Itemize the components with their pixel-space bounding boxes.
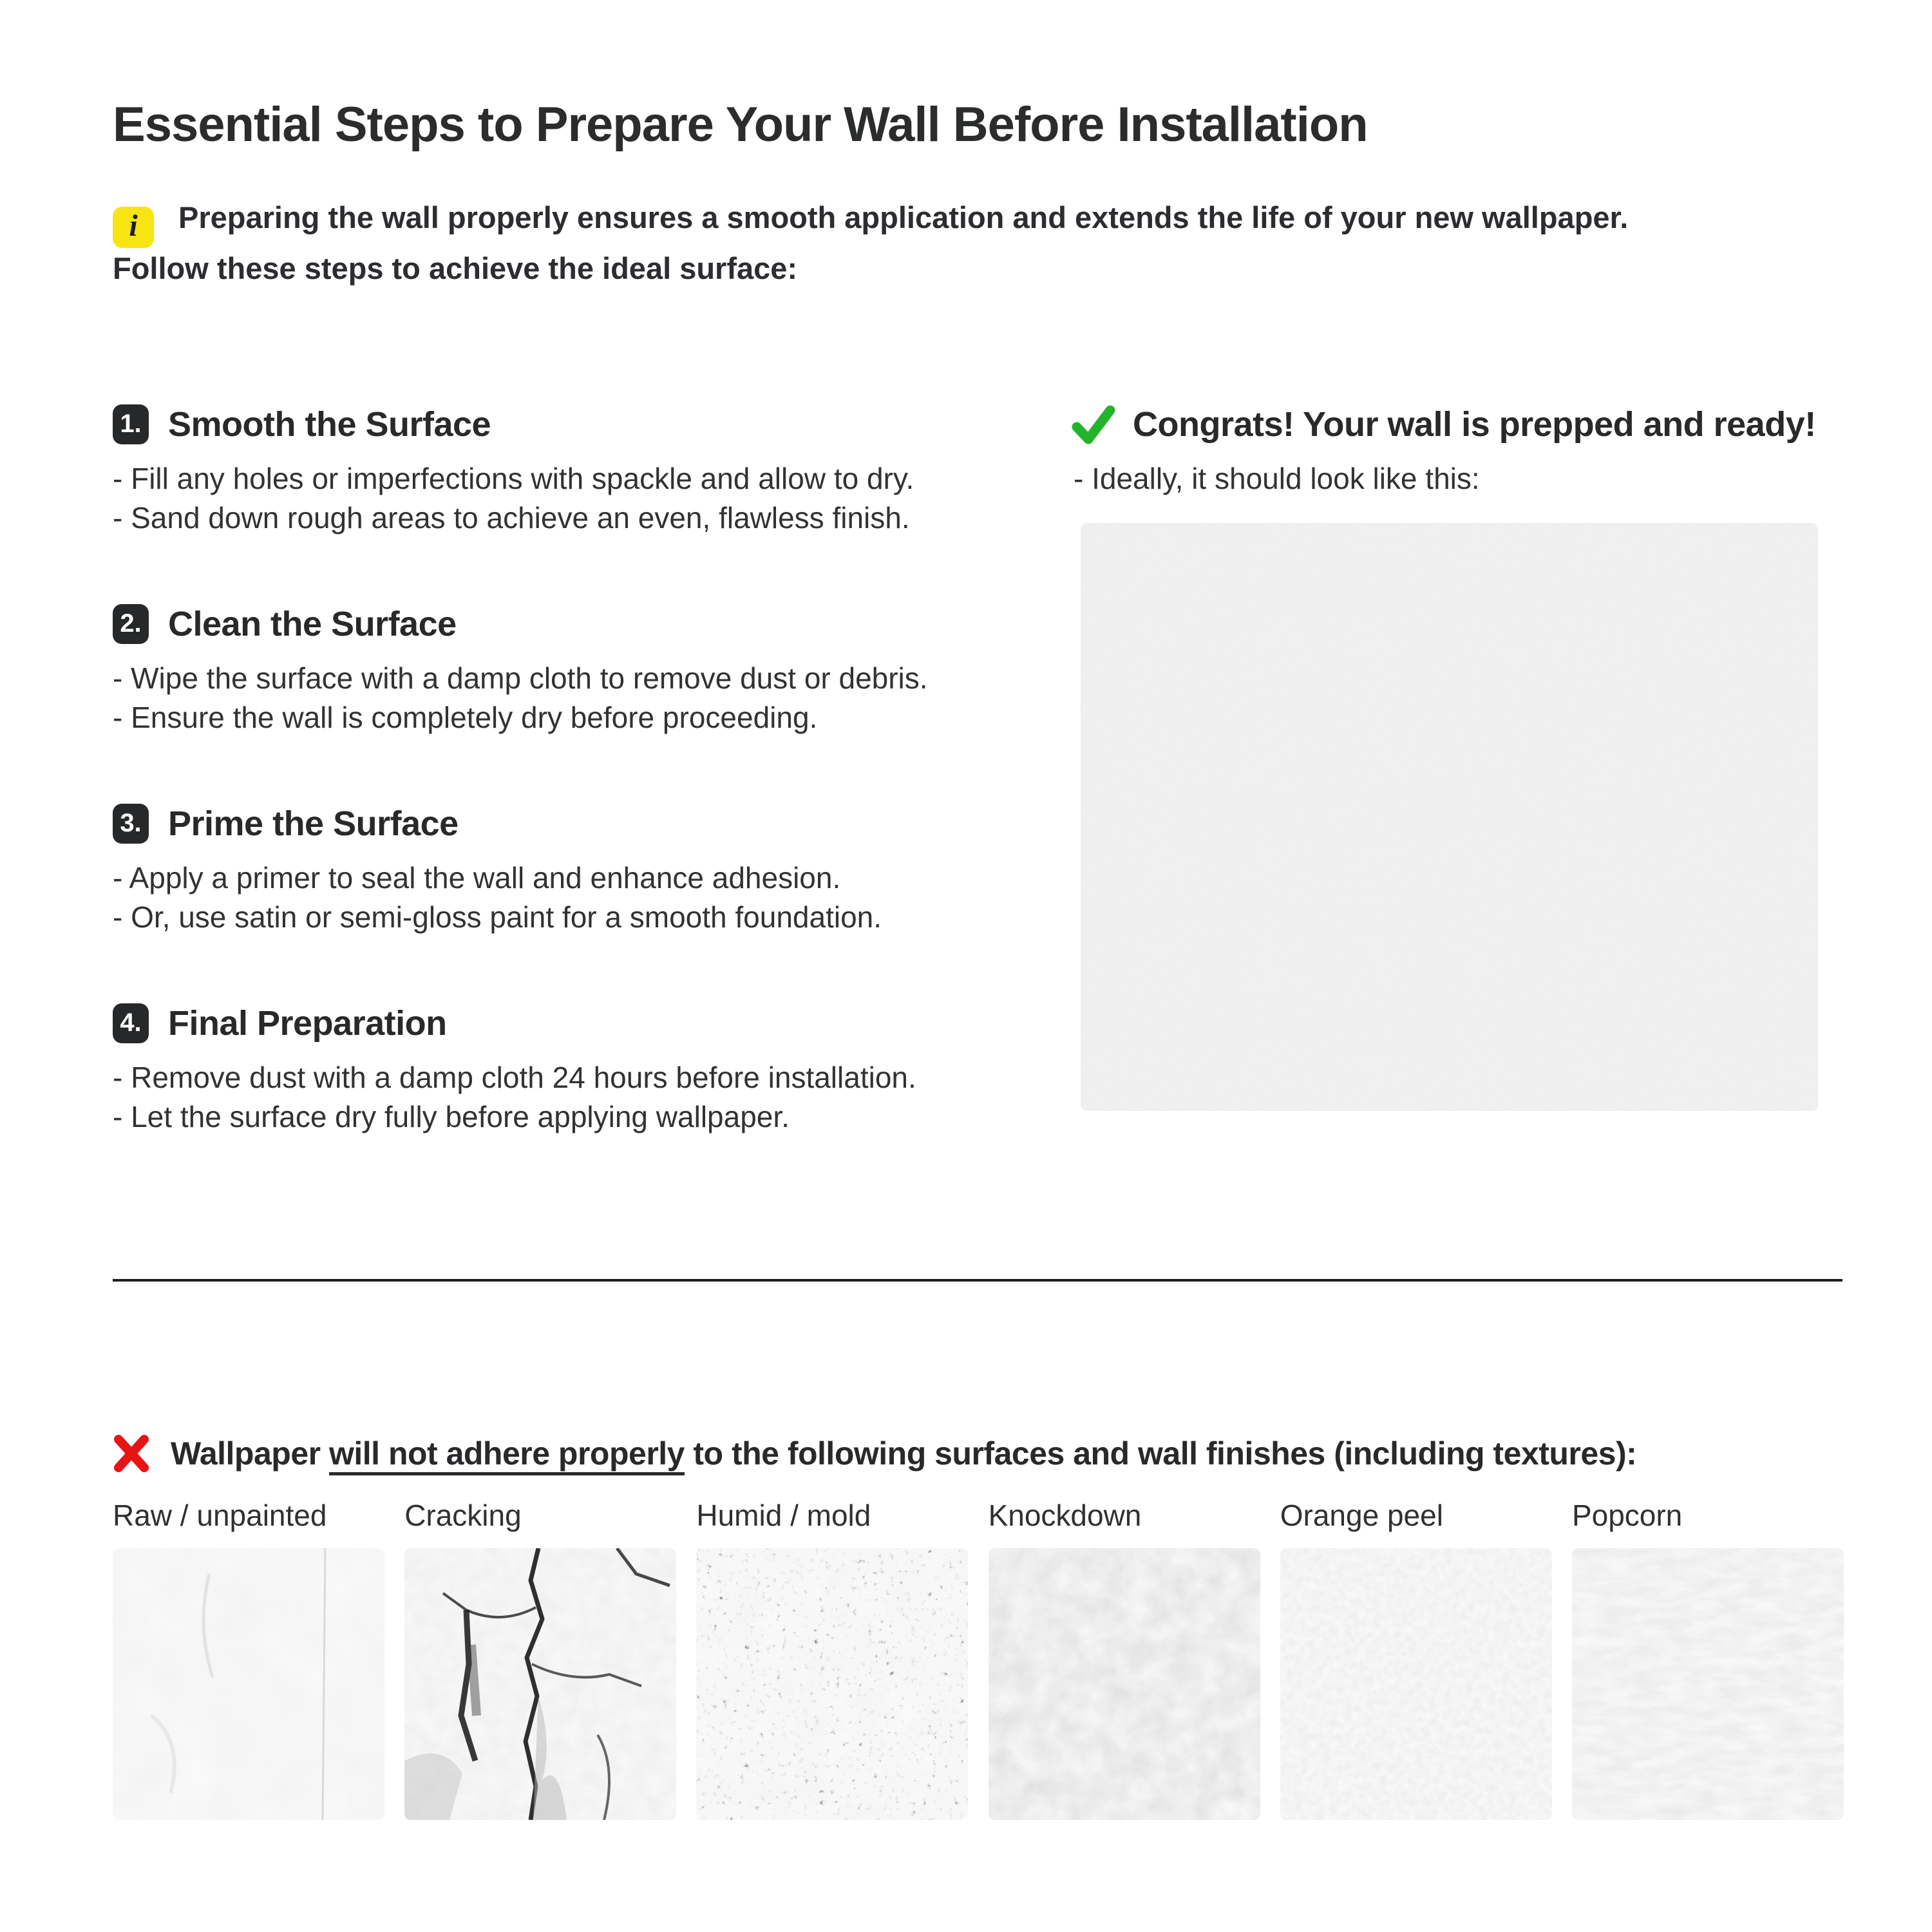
step-2-header: [113, 603, 1066, 645]
texture-image-orange-peel: [1280, 1548, 1552, 1820]
surface-cracking: [404, 1498, 676, 1820]
texture-image-raw-unpainted: [113, 1548, 384, 1820]
page-title: Essential Steps to Prepare Your Wall Before Installation: [113, 97, 1368, 152]
info-icon: [113, 207, 154, 248]
step-3-bullet-1: - Apply a primer to seal the wall and enhance adhesion.: [113, 861, 841, 895]
surface-label-cracking: Cracking: [404, 1499, 522, 1532]
intro-line-1: [113, 197, 1864, 248]
step-1-header: [113, 404, 1066, 445]
warning-underlined: will not adhere properly: [328, 1435, 685, 1472]
step-3-number-badge: [113, 804, 149, 844]
step-3-header: [113, 803, 1066, 844]
step-2-number-badge: [113, 604, 149, 644]
step-2-title: Clean the Surface: [168, 605, 457, 643]
intro-paragraph: [113, 197, 1864, 289]
surface-label-knockdown: Knockdown: [988, 1499, 1142, 1532]
success-bullet: - Ideally, it should look like this:: [1074, 462, 1480, 495]
step-3-title: Prime the Surface: [168, 804, 459, 843]
section-divider: [113, 1279, 1842, 1282]
step-2-bullet-2: - Ensure the wall is completely dry before proceeding.: [113, 701, 818, 734]
surface-knockdown: [989, 1498, 1260, 1820]
success-header: [1071, 404, 1816, 445]
surface-label-popcorn: Popcorn: [1571, 1499, 1683, 1532]
texture-image-cracking: [404, 1548, 676, 1820]
step-4-number: 4.: [120, 1008, 142, 1037]
step-4: [113, 1003, 1066, 1137]
step-3: [113, 803, 1066, 937]
check-icon: [1071, 403, 1116, 446]
ideal-wall-image: [1081, 523, 1818, 1111]
step-1-bullets: [113, 459, 1066, 538]
step-4-number-badge: [113, 1003, 149, 1043]
success-title: Congrats! Your wall is prepped and ready!: [1133, 405, 1816, 444]
warning-header: [113, 1431, 1636, 1476]
step-2-number: 2.: [120, 609, 142, 638]
step-1-bullet-2: - Sand down rough areas to achieve an even, flawless finish.: [113, 501, 910, 535]
surface-label-raw-unpainted: Raw / unpainted: [113, 1499, 327, 1532]
step-4-bullets: [113, 1058, 1066, 1137]
step-4-header: [113, 1003, 1066, 1044]
step-4-bullet-1: - Remove dust with a damp cloth 24 hours before installation.: [113, 1061, 916, 1094]
surface-popcorn: [1572, 1498, 1844, 1820]
step-4-title: Final Preparation: [168, 1004, 447, 1043]
intro-line-2: Follow these steps to achieve the ideal surface:: [113, 251, 798, 285]
surface-orange-peel: [1280, 1498, 1552, 1820]
step-4-bullet-2: - Let the surface dry fully before applying wallpaper.: [113, 1100, 790, 1133]
step-1-number-badge: [113, 404, 149, 444]
step-3-bullets: [113, 858, 1066, 937]
step-1-title: Smooth the Surface: [168, 405, 491, 444]
surface-label-orange-peel: Orange peel: [1280, 1499, 1443, 1532]
cross-icon: [113, 1432, 150, 1475]
step-3-number: 3.: [120, 808, 142, 837]
bad-surfaces-grid: [113, 1498, 1844, 1820]
warning-prefix: Wallpaper: [171, 1435, 329, 1472]
warning-suffix: to the following surfaces and wall finishes (including textures):: [684, 1435, 1637, 1472]
step-3-bullet-2: - Or, use satin or semi-gloss paint for a smooth foundation.: [113, 900, 882, 934]
info-icon-glyph: i: [129, 209, 138, 243]
intro-text-1: Preparing the wall properly ensures a smooth application and extends the life of your new wallpaper.: [178, 200, 1629, 234]
warning-text: [171, 1435, 1636, 1472]
step-1: [113, 404, 1066, 538]
texture-image-humid-mold: [696, 1548, 968, 1820]
step-2-bullets: [113, 659, 1066, 737]
step-1-number: 1.: [120, 409, 142, 438]
surface-label-humid-mold: Humid / mold: [696, 1499, 871, 1532]
texture-image-knockdown: [989, 1548, 1260, 1820]
step-1-bullet-1: - Fill any holes or imperfections with spackle and allow to dry.: [113, 462, 914, 495]
surface-humid-mold: [696, 1498, 968, 1820]
surface-raw-unpainted: [113, 1498, 384, 1820]
step-2: [113, 603, 1066, 737]
texture-image-popcorn: [1572, 1548, 1844, 1820]
step-2-bullet-1: - Wipe the surface with a damp cloth to remove dust or debris.: [113, 661, 928, 695]
